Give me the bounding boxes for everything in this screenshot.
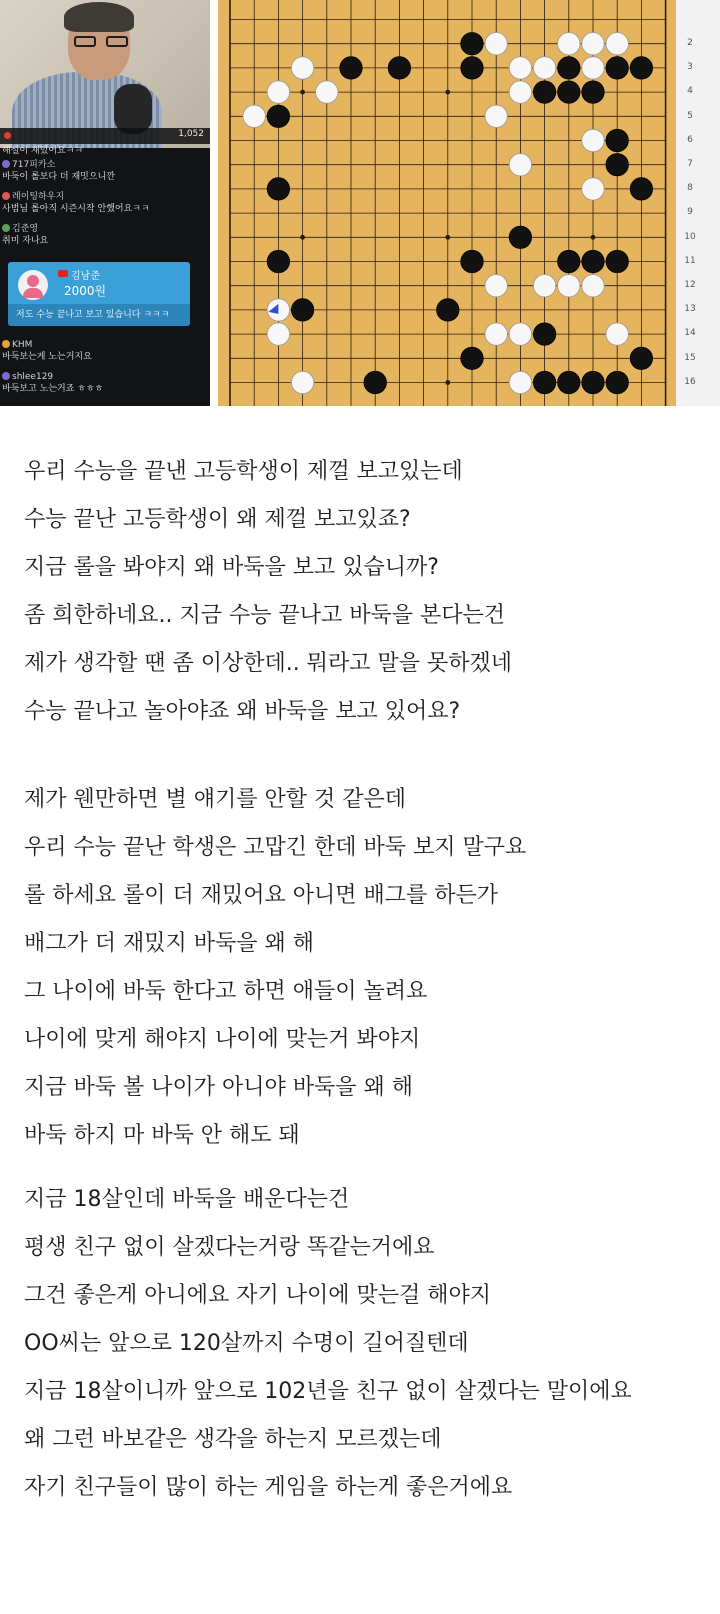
chat-username[interactable]	[2, 192, 64, 203]
black-stone	[461, 33, 483, 55]
black-stone	[606, 154, 628, 176]
text-line: 지금 18살인데 바둑을 배운다는건	[24, 1187, 350, 1212]
row-number: 11	[684, 255, 696, 266]
chat-username[interactable]	[2, 160, 55, 171]
black-stone	[267, 178, 289, 200]
row-number: 8	[687, 183, 693, 194]
black-stone	[291, 299, 313, 321]
black-stone	[606, 57, 628, 79]
black-stone	[582, 371, 604, 393]
chat-message-text: 해설이 재밌어요ㅋㅋ	[2, 146, 84, 156]
black-stone	[630, 347, 652, 369]
chat-username-text: 717피카소	[12, 160, 56, 170]
black-stone	[606, 129, 628, 151]
row-number: 10	[684, 231, 696, 242]
chat-message-text: 취미 자나요	[2, 236, 49, 246]
text-line: 수능 끝나고 놀아야죠 왜 바둑을 보고 있어요?	[24, 699, 461, 724]
black-stone	[461, 57, 483, 79]
white-stone	[509, 81, 531, 103]
text-line: 배그가 더 재밌지 바둑을 왜 해	[24, 931, 314, 956]
white-stone	[267, 323, 289, 345]
chat-username-text: shlee129	[12, 372, 54, 382]
black-stone	[267, 250, 289, 272]
text-line: 나이에 맞게 해야지 나이에 맞는거 봐야지	[24, 1027, 421, 1052]
user-badge-icon	[2, 160, 10, 168]
row-number: 6	[687, 134, 693, 145]
user-badge-icon	[2, 224, 10, 232]
row-number: 2	[687, 38, 693, 48]
white-stone	[509, 323, 531, 345]
chat-message-text: 사범님 롤아직 시즌시작 안했어요ㅋㅋ	[2, 204, 150, 214]
white-stone	[267, 299, 289, 321]
text-line: 우리 수능 끝난 학생은 고맙긴 한데 바둑 보지 말구요	[24, 835, 527, 860]
go-board[interactable]	[218, 0, 676, 406]
row-coordinates	[676, 0, 720, 406]
text-line: 그건 좋은게 아니에요 자기 나이에 맞는걸 해야지	[24, 1283, 492, 1308]
white-stone	[582, 178, 604, 200]
white-stone	[485, 105, 507, 127]
black-stone	[630, 57, 652, 79]
star-point	[445, 380, 450, 385]
white-stone	[243, 105, 265, 127]
star-point	[445, 235, 450, 240]
text-line: 평생 친구 없이 살겠다는거랑 똑같는거에요	[24, 1235, 435, 1260]
white-stone	[291, 371, 313, 393]
donation-alert	[8, 262, 190, 326]
white-stone	[582, 275, 604, 297]
white-stone	[509, 57, 531, 79]
black-stone	[606, 371, 628, 393]
white-stone	[582, 33, 604, 55]
youtube-icon	[58, 270, 68, 277]
black-stone	[388, 57, 410, 79]
text-line: 자기 친구들이 많이 하는 게임을 하는게 좋은거에요	[24, 1475, 513, 1500]
row-number: 9	[687, 207, 693, 218]
chat-message-text: 바둑보는게 노는거지요	[2, 352, 92, 362]
white-stone	[509, 154, 531, 176]
chat-username-text: 레이팅하우지	[12, 192, 65, 202]
row-number: 4	[687, 86, 693, 97]
star-point	[445, 90, 450, 95]
black-stone	[509, 226, 531, 248]
black-stone	[558, 371, 580, 393]
text-line: 좀 희한하네요.. 지금 수능 끝나고 바둑을 본다는건	[24, 603, 505, 628]
black-stone	[630, 178, 652, 200]
black-stone	[533, 371, 555, 393]
star-point	[300, 235, 305, 240]
row-number: 7	[687, 159, 693, 169]
live-dot-icon	[4, 132, 11, 139]
black-stone	[582, 250, 604, 272]
user-badge-icon	[2, 192, 10, 200]
user-badge-icon	[2, 340, 10, 348]
text-line: 지금 바둑 볼 나이가 아니야 바둑을 왜 해	[24, 1075, 413, 1100]
text-line: 그 나이에 바둑 한다고 하면 애들이 놀려요	[24, 979, 428, 1004]
row-number: 14	[684, 328, 696, 339]
star-point	[300, 90, 305, 95]
text-line: 바둑 하지 마 바둑 안 해도 돼	[24, 1123, 300, 1148]
white-stone	[291, 57, 313, 79]
white-stone	[582, 57, 604, 79]
star-point	[591, 235, 596, 240]
donor-avatar-icon	[18, 270, 48, 300]
black-stone	[533, 323, 555, 345]
streamer-hair	[64, 2, 134, 32]
viewer-count: 1,052	[178, 129, 204, 139]
text-line: 롤 하세요 롤이 더 재밌어요 아니면 배그를 하든가	[24, 883, 498, 908]
chat-username[interactable]	[2, 340, 32, 351]
donation-amount: 2000원	[64, 284, 107, 298]
stream-capture	[0, 0, 720, 406]
white-stone	[485, 33, 507, 55]
black-stone	[461, 250, 483, 272]
black-stone	[558, 81, 580, 103]
black-stone	[558, 57, 580, 79]
text-line: 왜 그런 바보같은 생각을 하는지 모르겠는데	[24, 1427, 442, 1452]
black-stone	[558, 250, 580, 272]
live-chat[interactable]	[0, 144, 210, 406]
white-stone	[606, 323, 628, 345]
microphone	[114, 84, 152, 134]
chat-username-text: KHM	[12, 340, 33, 350]
row-number: 16	[684, 376, 696, 387]
text-line: OO씨는 앞으로 120살까지 수명이 길어질텐데	[24, 1331, 469, 1356]
black-stone	[437, 299, 459, 321]
white-stone	[582, 129, 604, 151]
text-line: 제가 웬만하면 별 얘기를 안할 것 같은데	[24, 787, 406, 812]
black-stone	[340, 57, 362, 79]
white-stone	[267, 81, 289, 103]
text-line: 제가 생각할 땐 좀 이상한데.. 뭐라고 말을 못하겠네	[24, 651, 512, 676]
webcam-feed	[0, 0, 210, 148]
text-line: 우리 수능을 끝낸 고등학생이 제껄 보고있는데	[24, 459, 463, 484]
row-number: 12	[684, 280, 696, 290]
chat-message-text: 바둑이 롤보다 더 재밋으니깐	[2, 172, 115, 182]
text-line: 지금 18살이니까 앞으로 102년을 친구 없이 살겠다는 말이에요	[24, 1379, 632, 1404]
donor-name: 김남준	[71, 271, 100, 282]
black-stone	[606, 250, 628, 272]
white-stone	[485, 275, 507, 297]
black-stone	[582, 81, 604, 103]
white-stone	[558, 275, 580, 297]
black-stone	[364, 371, 386, 393]
row-number: 13	[684, 304, 696, 315]
white-stone	[533, 57, 555, 79]
row-number: 15	[684, 352, 696, 363]
stream-status-bar	[0, 128, 210, 144]
broadcast-panel	[0, 0, 210, 406]
chat-message-text: 바둑보고 노는거죠 ㅎㅎㅎ	[2, 384, 104, 394]
black-stone	[533, 81, 555, 103]
go-board-grid	[218, 0, 676, 406]
white-stone	[606, 33, 628, 55]
white-stone	[316, 81, 338, 103]
user-badge-icon	[2, 372, 10, 380]
white-stone	[533, 275, 555, 297]
paragraph	[24, 448, 512, 736]
row-number: 3	[687, 62, 693, 73]
text-line: 지금 롤을 봐야지 왜 바둑을 보고 있습니까?	[24, 555, 439, 580]
white-stone	[509, 371, 531, 393]
text-line: 수능 끝난 고등학생이 왜 제껄 보고있죠?	[24, 507, 411, 532]
white-stone	[558, 33, 580, 55]
streamer-glasses	[74, 36, 128, 48]
donation-message: 저도 수능 끝나고 보고 있습니다 ㅋㅋㅋ	[8, 304, 190, 326]
chat-username-text: 김준영	[12, 224, 39, 234]
row-number: 5	[687, 110, 693, 121]
chat-username[interactable]	[2, 372, 53, 383]
chat-username[interactable]	[2, 224, 38, 235]
black-stone	[267, 105, 289, 127]
white-stone	[485, 323, 507, 345]
paragraph	[24, 1176, 632, 1512]
black-stone	[461, 347, 483, 369]
paragraph	[24, 776, 526, 1160]
